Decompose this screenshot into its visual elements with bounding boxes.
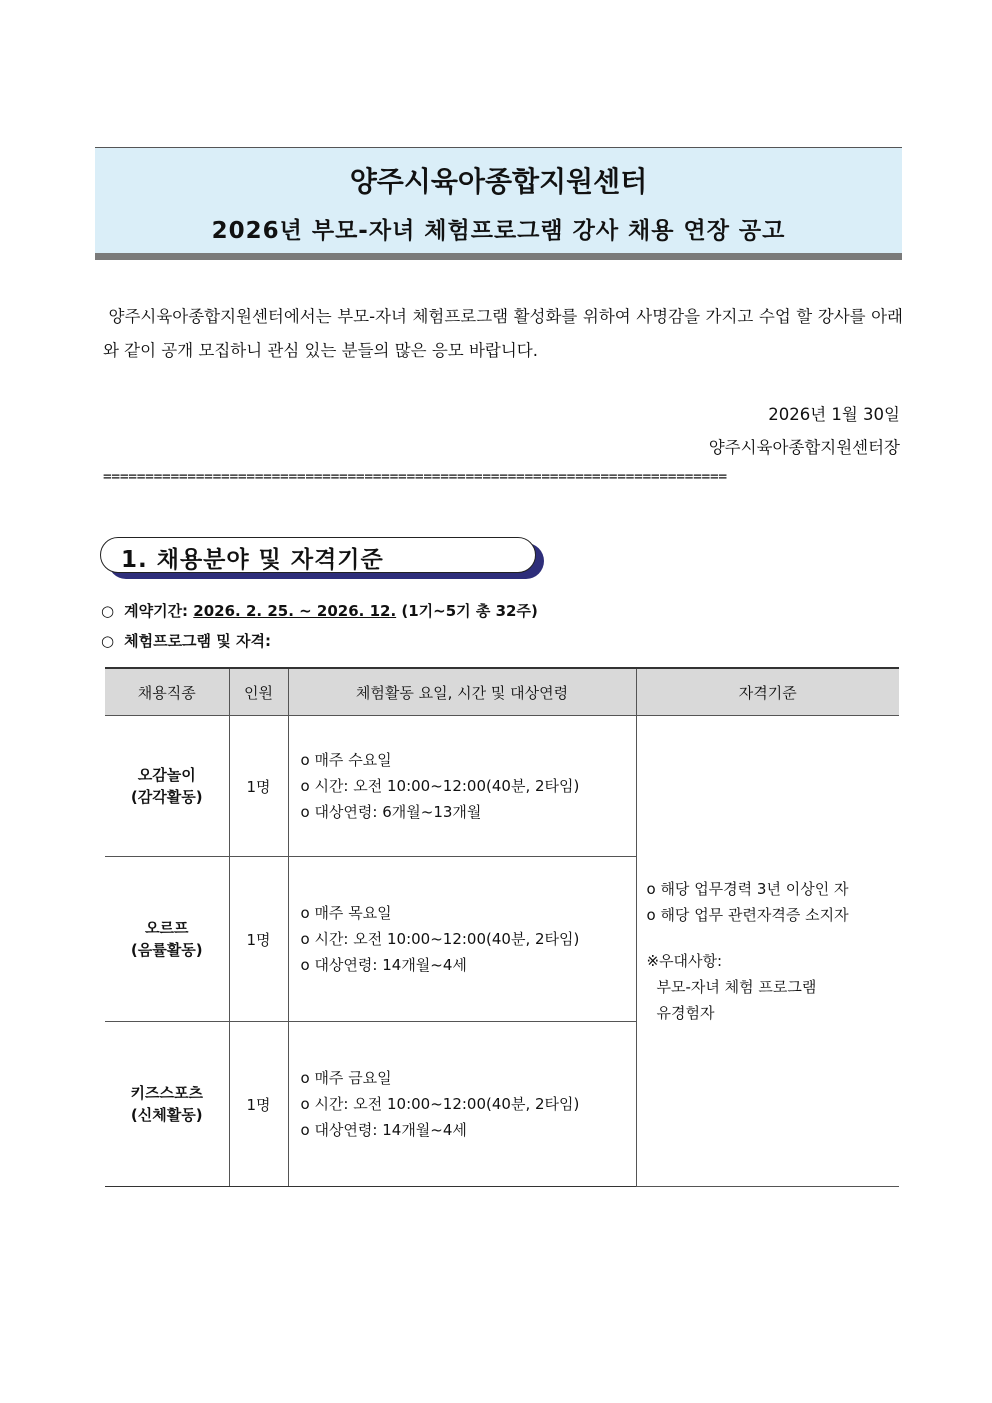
intro-text: 양주시육아종합지원센터에서는 부모-자녀 체험프로그램 활성화를 위하여 사명감을 가지고 수업 할 강사를 아래와 같이 공개 모집하니 관심 있는 분들의 많은 응모 바랍니다. bbox=[103, 307, 903, 360]
schedule-cell bbox=[288, 1022, 636, 1187]
job-name: 오감놀이 bbox=[137, 766, 196, 784]
preferred-line: 부모-자녀 체험 프로그램 bbox=[656, 978, 817, 996]
preferred-label: ※우대사항: bbox=[646, 952, 723, 970]
issuer: 양주시육아종합지원센터장 bbox=[708, 438, 900, 457]
title-box bbox=[95, 147, 902, 254]
document-title: 양주시육아종합지원센터 bbox=[349, 165, 648, 198]
job-name: 키즈스포츠 bbox=[130, 1084, 203, 1102]
contract-period-line bbox=[101, 600, 538, 621]
bullet-circle-icon: ○ bbox=[101, 602, 115, 620]
contract-period: 2026. 2. 25. ~ 2026. 12. bbox=[193, 602, 397, 620]
job-cell bbox=[105, 1022, 229, 1187]
job-cell bbox=[105, 857, 229, 1022]
recruitment-table bbox=[105, 667, 899, 1187]
schedule-day: o 매주 금요일 bbox=[300, 1069, 392, 1087]
section-title: 1. 채용분야 및 자격기준 bbox=[121, 547, 384, 573]
count-cell: 1명 bbox=[229, 857, 288, 1022]
preferred-line: 유경험자 bbox=[656, 1004, 715, 1022]
count-cell: 1명 bbox=[229, 716, 288, 857]
qualification-cell bbox=[636, 716, 899, 1187]
contract-note: (1기~5기 총 32주) bbox=[401, 602, 538, 620]
contract-label: 계약기간: bbox=[124, 602, 189, 620]
schedule-cell bbox=[288, 716, 636, 857]
header-count: 인원 bbox=[229, 668, 288, 716]
announcement-date: 2026년 1월 30일 bbox=[768, 405, 900, 424]
job-name: 오르프 bbox=[145, 919, 189, 937]
schedule-time: o 시간: 오전 10:00~12:00(40분, 2타임) bbox=[300, 930, 580, 948]
document-subtitle: 2026년 부모-자녀 체험프로그램 강사 채용 연장 공고 bbox=[211, 218, 786, 244]
schedule-time: o 시간: 오전 10:00~12:00(40분, 2타임) bbox=[300, 777, 580, 795]
schedule-day: o 매주 수요일 bbox=[300, 751, 392, 769]
separator-line: ========================================================================== bbox=[103, 469, 727, 485]
schedule-age: o 대상연령: 6개월~13개월 bbox=[300, 803, 482, 821]
count-cell: 1명 bbox=[229, 1022, 288, 1187]
program-line bbox=[101, 630, 271, 651]
section-heading-box bbox=[100, 537, 536, 573]
schedule-time: o 시간: 오전 10:00~12:00(40분, 2타임) bbox=[300, 1095, 580, 1113]
table-header-row bbox=[105, 668, 899, 716]
schedule-day: o 매주 목요일 bbox=[300, 904, 392, 922]
schedule-age: o 대상연령: 14개월~4세 bbox=[300, 956, 467, 974]
program-label: 체험프로그램 및 자격: bbox=[124, 632, 271, 650]
intro-paragraph bbox=[103, 300, 903, 368]
table-row bbox=[105, 716, 899, 857]
section-heading bbox=[100, 537, 546, 579]
schedule-age: o 대상연령: 14개월~4세 bbox=[300, 1121, 467, 1139]
job-cell bbox=[105, 716, 229, 857]
job-category: (음률활동) bbox=[130, 941, 203, 959]
schedule-cell bbox=[288, 857, 636, 1022]
job-category: (신체활동) bbox=[130, 1106, 203, 1124]
bullet-circle-icon: ○ bbox=[101, 632, 115, 650]
header-schedule: 체험활동 요일, 시간 및 대상연령 bbox=[288, 668, 636, 716]
header-qualification: 자격기준 bbox=[636, 668, 899, 716]
title-underline bbox=[95, 253, 902, 260]
header-job: 채용직종 bbox=[105, 668, 229, 716]
qualification-item: o 해당 업무경력 3년 이상인 자 bbox=[646, 880, 849, 898]
spacer bbox=[647, 928, 899, 948]
qualification-item: o 해당 업무 관련자격증 소지자 bbox=[646, 906, 849, 924]
job-category: (감각활동) bbox=[130, 788, 203, 806]
